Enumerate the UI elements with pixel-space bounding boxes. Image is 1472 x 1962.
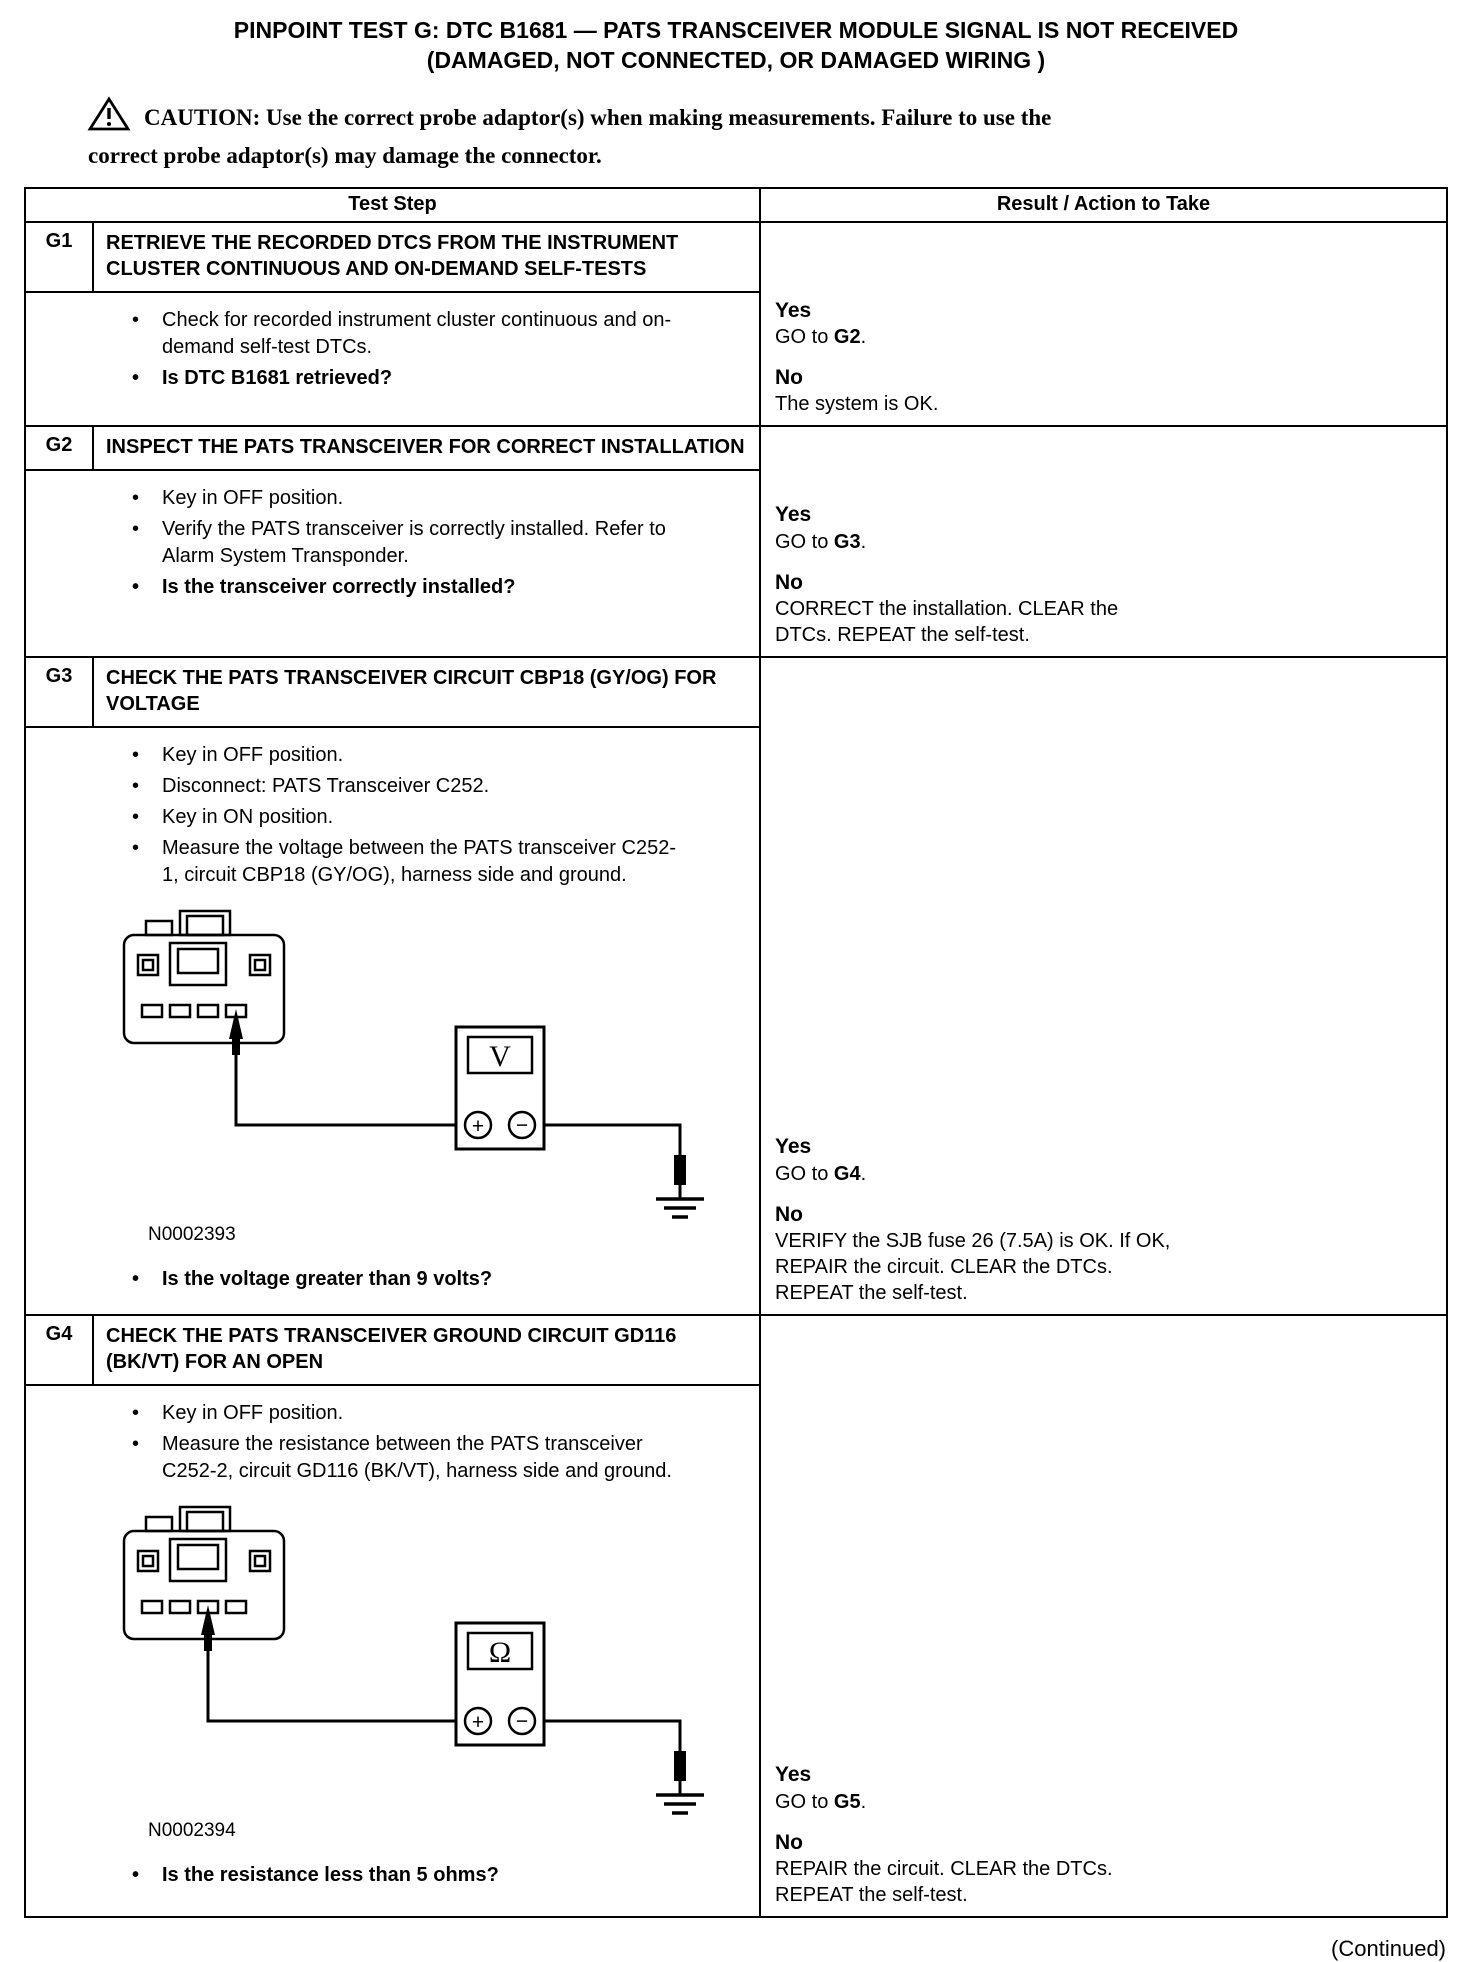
figure-label: N0002393 bbox=[148, 1224, 236, 1246]
no-label: No bbox=[775, 366, 803, 390]
no-action: VERIFY the SJB fuse 26 (7.5A) is OK. If OK, REPAIR the circuit. CLEAR the DTCs. REPEAT the self-test. bbox=[775, 1230, 1171, 1305]
yes-label: Yes bbox=[775, 298, 812, 322]
minus-label: − bbox=[515, 1710, 529, 1734]
bullet-item: • Measure the resistance between the PATS transceiver C252-2, circuit GD116 (BK/VT), harness side and ground. bbox=[126, 1431, 686, 1485]
bullet-item: • Key in OFF position. bbox=[126, 1400, 686, 1427]
step-instructions bbox=[26, 485, 749, 601]
page-title bbox=[0, 0, 1472, 76]
step-row-g4 bbox=[26, 1316, 1446, 1916]
warning-triangle-icon bbox=[88, 96, 130, 140]
step-row-g2 bbox=[26, 427, 1446, 658]
caution-note bbox=[88, 96, 1108, 171]
result-cell bbox=[761, 223, 1446, 426]
step-row-g3 bbox=[26, 658, 1446, 1316]
step-id: G3 bbox=[26, 658, 94, 726]
no-action: The system is OK. bbox=[775, 393, 939, 416]
bullet-item: • Verify the PATS transceiver is correctly installed. Refer to Alarm System Transponder. bbox=[126, 516, 686, 570]
step-title: CHECK THE PATS TRANSCEIVER GROUND CIRCUIT GD116 (BK/VT) FOR AN OPEN bbox=[106, 1325, 677, 1374]
table-header-row bbox=[26, 189, 1446, 223]
bullet-item: • Disconnect: PATS Transceiver C252. bbox=[126, 773, 686, 800]
test-lead-wires bbox=[208, 1649, 680, 1795]
caution-text: CAUTION: Use the correct probe adaptor(s) when making measurements. Failure to use the correct probe adaptor(s) may damage the connector. bbox=[88, 104, 1052, 168]
no-action: CORRECT the installation. CLEAR the DTCs. REPEAT the self-test. bbox=[775, 598, 1119, 647]
meter-mode-label: Ω bbox=[488, 1636, 512, 1670]
yes-action: GO to G2. bbox=[775, 326, 867, 349]
no-label: No bbox=[775, 1202, 803, 1226]
yes-action: GO to G4. bbox=[775, 1162, 867, 1185]
bullet-item: • Measure the voltage between the PATS transceiver C252-1, circuit CBP18 (GY/OG), harness side and ground. bbox=[126, 835, 686, 889]
yes-action: GO to G5. bbox=[775, 1790, 867, 1813]
resistance-test-figure bbox=[118, 1503, 749, 1848]
question-bullet: • Is DTC B1681 retrieved? bbox=[126, 365, 686, 392]
continued-note: (Continued) bbox=[1331, 1936, 1446, 1962]
multimeter-icon bbox=[456, 1623, 544, 1745]
step-id: G4 bbox=[26, 1316, 94, 1384]
minus-label: − bbox=[515, 1114, 529, 1138]
question-bullet: • Is the voltage greater than 9 volts? bbox=[126, 1266, 686, 1293]
page-title-line2: (DAMAGED, NOT CONNECTED, OR DAMAGED WIRING ) bbox=[426, 46, 1046, 73]
step-title: RETRIEVE THE RECORDED DTCS FROM THE INSTRUMENT CLUSTER CONTINUOUS AND ON-DEMAND SELF-TESTS bbox=[106, 231, 679, 280]
step-title: CHECK THE PATS TRANSCEIVER CIRCUIT CBP18 (GY/OG) FOR VOLTAGE bbox=[106, 667, 717, 716]
step-title: INSPECT THE PATS TRANSCEIVER FOR CORRECT INSTALLATION bbox=[106, 436, 745, 459]
result-cell bbox=[761, 658, 1446, 1314]
yes-label: Yes bbox=[775, 1763, 812, 1787]
question-bullet: • Is the resistance less than 5 ohms? bbox=[126, 1862, 686, 1889]
pinpoint-test-table bbox=[24, 187, 1448, 1918]
meter-mode-label: V bbox=[489, 1040, 511, 1074]
no-label: No bbox=[775, 570, 803, 594]
plus-label: + bbox=[471, 1115, 485, 1139]
step-id: G2 bbox=[26, 427, 94, 469]
plus-label: + bbox=[471, 1711, 485, 1735]
page-title-line1: PINPOINT TEST G: DTC B1681 — PATS TRANSCEIVER MODULE SIGNAL IS NOT RECEIVED bbox=[233, 17, 1239, 43]
step-row-g1 bbox=[26, 223, 1446, 428]
column-header-test-step: Test Step bbox=[26, 189, 761, 221]
bullet-item: • Key in OFF position. bbox=[126, 742, 686, 769]
step-instructions bbox=[26, 307, 749, 392]
result-cell bbox=[761, 1316, 1446, 1916]
result-cell bbox=[761, 427, 1446, 656]
yes-label: Yes bbox=[775, 1135, 812, 1159]
pats-connector-drawing bbox=[124, 1507, 284, 1639]
voltage-test-figure bbox=[118, 907, 749, 1252]
bullet-item: • Key in ON position. bbox=[126, 804, 686, 831]
bullet-item: • Key in OFF position. bbox=[126, 485, 686, 512]
multimeter-icon bbox=[456, 1027, 544, 1149]
question-bullet: • Is the transceiver correctly installed? bbox=[126, 574, 686, 601]
yes-action: GO to G3. bbox=[775, 530, 867, 553]
step-instructions bbox=[26, 742, 749, 889]
no-label: No bbox=[775, 1830, 803, 1854]
column-header-result: Result / Action to Take bbox=[996, 192, 1211, 215]
bullet-item: • Check for recorded instrument cluster continuous and on-demand self-test DTCs. bbox=[126, 307, 686, 361]
figure-label: N0002394 bbox=[148, 1820, 236, 1842]
step-id: G1 bbox=[26, 223, 94, 291]
no-action: REPAIR the circuit. CLEAR the DTCs. REPEAT the self-test. bbox=[775, 1858, 1113, 1907]
pats-connector-drawing bbox=[124, 911, 284, 1043]
step-instructions bbox=[26, 1400, 749, 1485]
yes-label: Yes bbox=[775, 503, 812, 527]
